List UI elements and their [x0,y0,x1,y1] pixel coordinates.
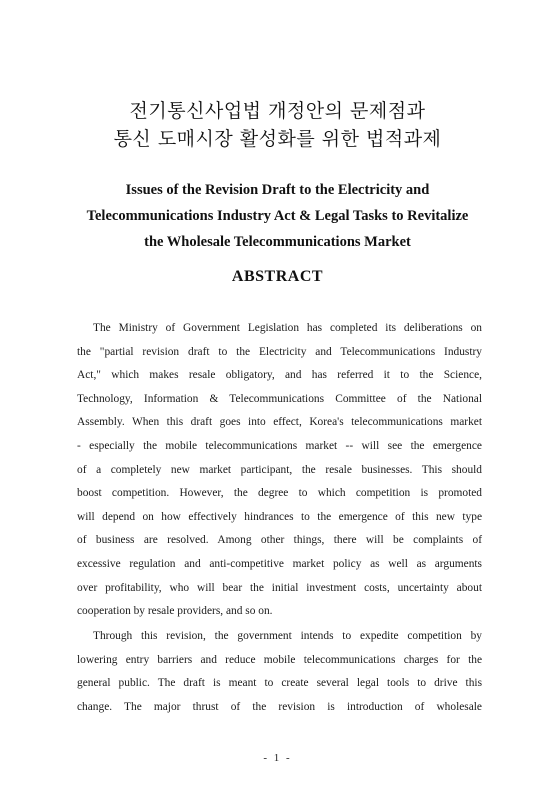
korean-title-line-1: 전기통신사업법 개정안의 문제점과 [129,100,426,122]
paragraph-line: Through this revision, the government intends to expedite competition by [93,630,482,642]
page-number: - 1 - [263,752,292,764]
paragraph-line: general public. The draft is meant to create several legal tools to drive this [77,677,482,690]
paragraph-line: the "partial revision draft to the Electricity and Telecommunications Industry [77,345,482,358]
paragraph-line: excessive regulation and anti-competitive market policy as well as arguments [77,557,482,570]
paragraph-line: lowering entry barriers and reduce mobile telecommunications charges for the [77,653,482,666]
paragraph-line: cooperation by resale providers, and so on. [77,605,273,618]
abstract-paragraph-2 [77,625,482,719]
paragraph-line: Technology, Information & Telecommunications Committee of the National [77,392,482,405]
english-title [40,177,515,255]
paragraph-line: Assembly. When this draft goes into effect, Korea's telecommunications market [77,416,482,429]
paragraph-line: of business are resolved. Among other things, there will be complaints of [77,534,482,547]
korean-title-line-2: 통신 도매시장 활성화를 위한 법적과제 [113,128,442,150]
paragraph-line: The Ministry of Government Legislation has completed its deliberations on [93,322,482,334]
english-title-line-1: Issues of the Revision Draft to the Electricity and [125,182,430,198]
paragraph-line: - especially the mobile telecommunications market -- will see the emergence [77,439,482,452]
paragraph-line: Act," which makes resale obligatory, and has referred it to the Science, [77,369,482,382]
english-title-line-2: Telecommunications Industry Act & Legal Tasks to Revitalize [86,208,469,224]
paragraph-line: boost competition. However, the degree to which competition is promoted [77,487,482,500]
paragraph-line: of a completely new market participant, the resale businesses. This should [77,463,482,476]
abstract-heading: ABSTRACT [231,268,324,285]
paragraph-line: will depend on how effectively hindrances to the emergence of this new type [77,510,482,523]
english-title-line-3: the Wholesale Telecommunications Market [144,234,411,250]
abstract-paragraph-1 [77,317,482,624]
paragraph-line: change. The major thrust of the revision is introduction of wholesale [77,700,482,713]
paragraph-line: over profitability, who will bear the initial investment costs, uncertainty about [77,581,482,594]
